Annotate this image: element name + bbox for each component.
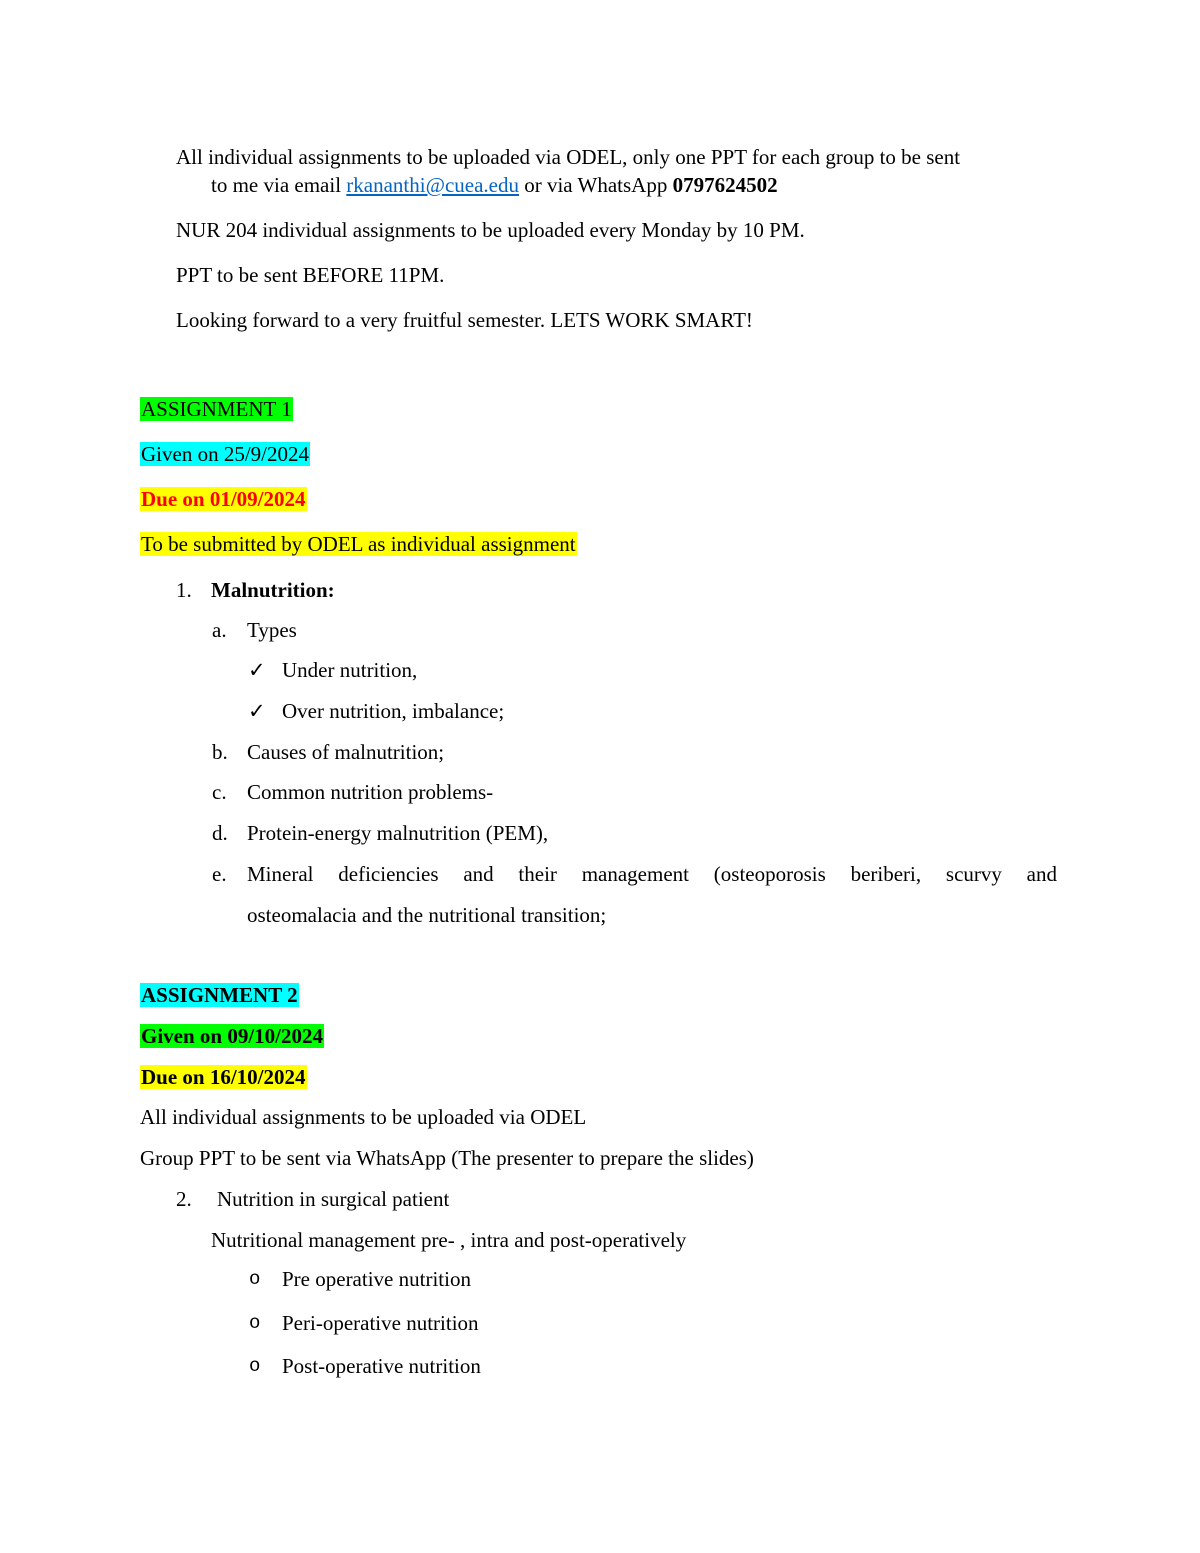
assignment-2-due: [140, 1064, 307, 1090]
subitem-a-marker: a.: [212, 618, 227, 642]
assignment-1-submit-note-text: To be submitted by ODEL as individual assignment: [141, 532, 576, 556]
ppt-deadline-line: PPT to be sent BEFORE 11PM.: [176, 263, 445, 287]
item-1-number: 1.: [176, 578, 192, 602]
assignment-1-submit-note: [140, 531, 577, 557]
phone-number: 0797624502: [672, 173, 778, 197]
subitem-c-text: Common nutrition problems-: [247, 780, 494, 804]
assignment-2-given-text: Given on 09/10/2024: [141, 1024, 324, 1048]
type-under-nutrition: Under nutrition,: [282, 658, 418, 682]
intro-line-2-mid: or via WhatsApp: [518, 173, 673, 197]
subitem-d-text: Protein-energy malnutrition (PEM),: [247, 821, 549, 845]
item-2-description: Nutritional management pre- , intra and post-operatively: [211, 1228, 687, 1252]
intro-line-2: [211, 172, 778, 198]
circle-bullet-icon: o: [249, 1355, 261, 1377]
item-2-title: Nutrition in surgical patient: [217, 1187, 450, 1211]
circle-bullet-icon: o: [249, 1312, 261, 1334]
assignment-2-upload-note: All individual assignments to be uploaded via ODEL: [140, 1105, 587, 1129]
check-icon: ✓: [248, 699, 266, 723]
assignment-2-due-text: Due on 16/10/2024: [141, 1065, 306, 1089]
subitem-b-marker: b.: [212, 740, 228, 764]
check-icon: ✓: [248, 658, 266, 682]
subitem-e-text: Mineral deficiencies and their management (osteoporosis beriberi, scurvy and: [247, 862, 1057, 886]
assignment-1-heading: [140, 396, 293, 422]
bullet-pre-operative: Pre operative nutrition: [282, 1267, 471, 1291]
subitem-e-marker: e.: [212, 862, 227, 886]
assignment-1-given-text: Given on 25/9/2024: [141, 442, 309, 466]
item-1-title: Malnutrition:: [211, 578, 335, 602]
intro-line-2-prefix: to me via email: [211, 173, 347, 197]
subitem-b-text: Causes of malnutrition;: [247, 740, 445, 764]
intro-line-1: All individual assignments to be uploaded via ODEL, only one PPT for each group to be sent: [176, 145, 961, 169]
subitem-e-text-cont: osteomalacia and the nutritional transition;: [247, 903, 607, 927]
subitem-d-marker: d.: [212, 821, 228, 845]
closing-line: Looking forward to a very fruitful semester. LETS WORK SMART!: [176, 308, 753, 332]
nur-upload-line: NUR 204 individual assignments to be uploaded every Monday by 10 PM.: [176, 218, 805, 242]
bullet-peri-operative: Peri-operative nutrition: [282, 1311, 479, 1335]
subitem-a-text: Types: [247, 618, 297, 642]
assignment-2-given: [140, 1023, 324, 1049]
subitem-c-marker: c.: [212, 780, 227, 804]
circle-bullet-icon: o: [249, 1268, 261, 1290]
item-2-number: 2.: [176, 1187, 192, 1211]
assignment-1-due-text: Due on 01/09/2024: [141, 487, 306, 511]
type-over-nutrition: Over nutrition, imbalance;: [282, 699, 505, 723]
assignment-2-ppt-note: Group PPT to be sent via WhatsApp (The presenter to prepare the slides): [140, 1146, 754, 1170]
assignment-1-due: [140, 486, 307, 512]
bullet-post-operative: Post-operative nutrition: [282, 1354, 481, 1378]
email-link[interactable]: rkananthi@cuea.edu: [346, 173, 519, 197]
assignment-2-heading-text: ASSIGNMENT 2: [141, 983, 298, 1007]
assignment-1-heading-text: ASSIGNMENT 1: [141, 397, 292, 421]
assignment-2-heading: [140, 982, 299, 1008]
assignment-1-given: [140, 441, 310, 467]
